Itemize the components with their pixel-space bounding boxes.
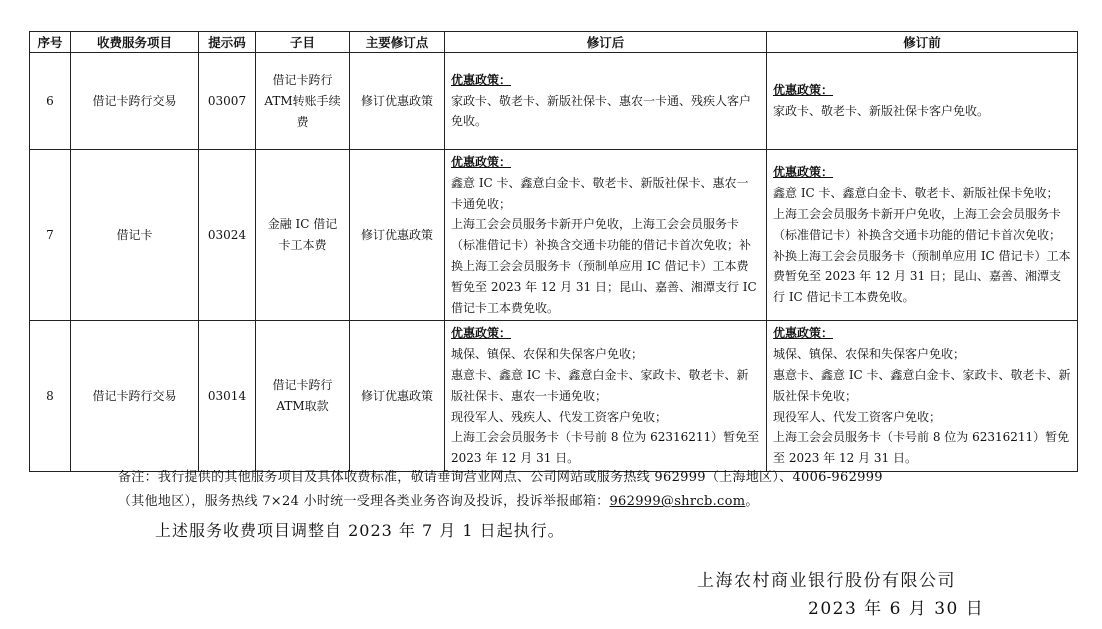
cell-item: 金融 IC 借记卡工本费 bbox=[256, 150, 350, 321]
cell-before bbox=[767, 53, 1078, 150]
issue-date: 2023 年 6 月 30 日 bbox=[808, 599, 985, 619]
policy-line: 上海工会会员服务卡（卡号前 8 位为 62316211）暂免至 2023 年 12 月 31 日。 bbox=[451, 430, 760, 466]
cell-item: 借记卡跨行ATM取款 bbox=[256, 321, 350, 472]
cell-after bbox=[445, 53, 767, 150]
header-before: 修订前 bbox=[767, 32, 1078, 53]
cell-service: 借记卡跨行交易 bbox=[71, 321, 199, 472]
cell-code: 03024 bbox=[199, 150, 256, 321]
policy-line: 现役军人、残疾人、代发工资客户免收； bbox=[451, 409, 668, 424]
cell-service: 借记卡跨行交易 bbox=[71, 53, 199, 150]
policy-line: 惠意卡、鑫意 IC 卡、鑫意白金卡、家政卡、敬老卡、新版社保卡免收； bbox=[773, 367, 1071, 403]
header-point: 主要修订点 bbox=[350, 32, 445, 53]
effective-date-statement: 上述服务收费项目调整自 2023 年 7 月 1 日起执行。 bbox=[155, 521, 565, 540]
policy-title: 优惠政策： bbox=[773, 326, 834, 341]
cell-after bbox=[445, 321, 767, 472]
cell-item: 借记卡跨行ATM转账手续费 bbox=[256, 53, 350, 150]
header-after: 修订后 bbox=[445, 32, 767, 53]
complaint-email-link[interactable]: 962999@shrcb.com bbox=[609, 494, 746, 509]
table-row bbox=[30, 150, 1078, 321]
cell-before bbox=[767, 150, 1078, 321]
policy-line: 上海工会会员服务卡新开户免收，上海工会会员服务卡（标准借记卡）补换含交通卡功能的借记卡首次免收； bbox=[773, 206, 1062, 242]
policy-line: 家政卡、敬老卡、新版社保卡、惠农一卡通、残疾人客户免收。 bbox=[451, 93, 752, 129]
table-row bbox=[30, 53, 1078, 150]
cell-no: 7 bbox=[30, 150, 71, 321]
header-service: 收费服务项目 bbox=[71, 32, 199, 53]
policy-line: 现役军人、代发工资客户免收； bbox=[773, 409, 942, 424]
policy-line: 补换上海工会会员服务卡（预制单应用 IC 借记卡）工本费暂免至 2023 年 12 月 31 日；昆山、嘉善、湘潭支行 IC 借记卡工本费免收。 bbox=[773, 248, 1071, 305]
remarks-text: （其他地区），服务热线 7×24 小时统一受理各类业务咨询及投诉，投诉举报邮箱： bbox=[118, 494, 610, 509]
cell-before bbox=[767, 321, 1078, 472]
policy-title: 优惠政策： bbox=[451, 72, 512, 87]
cell-no: 8 bbox=[30, 321, 71, 472]
remarks-end: 。 bbox=[745, 494, 759, 509]
cell-no: 6 bbox=[30, 53, 71, 150]
cell-service: 借记卡 bbox=[71, 150, 199, 321]
header-code: 提示码 bbox=[199, 32, 256, 53]
cell-code: 03014 bbox=[199, 321, 256, 472]
remarks-line-1: 备注：我行提供的其他服务项目及具体收费标准，敬请垂询营业网点、公司网站或服务热线 962999（上海地区）、4006-962999 bbox=[118, 470, 883, 485]
issuer-name: 上海农村商业银行股份有限公司 bbox=[697, 571, 956, 591]
policy-line: 惠意卡、鑫意 IC 卡、鑫意白金卡、家政卡、敬老卡、新版社保卡、惠农一卡通免收； bbox=[451, 367, 749, 403]
cell-point: 修订优惠政策 bbox=[350, 150, 445, 321]
table-header-row bbox=[30, 32, 1078, 53]
table-row bbox=[30, 321, 1078, 472]
policy-line: 鑫意 IC 卡、鑫意白金卡、敬老卡、新版社保卡免收； bbox=[773, 186, 1059, 201]
policy-line: 鑫意 IC 卡、鑫意白金卡、敬老卡、新版社保卡、惠农一卡通免收； bbox=[451, 175, 749, 211]
policy-line: 上海工会会员服务卡新开户免收，上海工会会员服务卡（标准借记卡）补换含交通卡功能的借记卡首次免收；补换上海工会会员服务卡（预制单应用 IC 借记卡）工本费暂免至 2023 年 12 月 31 日；昆山、嘉善、湘潭支行 IC 借记卡工本费免收。 bbox=[451, 217, 757, 315]
cell-point: 修订优惠政策 bbox=[350, 53, 445, 150]
remarks bbox=[118, 466, 1018, 514]
policy-line: 上海工会会员服务卡（卡号前 8 位为 62316211）暂免至 2023 年 12 月 31 日。 bbox=[773, 430, 1070, 466]
policy-title: 优惠政策： bbox=[773, 83, 834, 98]
policy-line: 城保、镇保、农保和失保客户免收； bbox=[773, 347, 966, 362]
policy-title: 优惠政策： bbox=[451, 326, 512, 341]
cell-after bbox=[445, 150, 767, 321]
cell-point: 修订优惠政策 bbox=[350, 321, 445, 472]
header-item: 子目 bbox=[256, 32, 350, 53]
policy-title: 优惠政策： bbox=[773, 165, 834, 180]
cell-code: 03007 bbox=[199, 53, 256, 150]
fee-revision-table bbox=[29, 31, 1078, 472]
remarks-line-2 bbox=[118, 490, 1018, 514]
header-no: 序号 bbox=[30, 32, 71, 53]
policy-line: 城保、镇保、农保和失保客户免收； bbox=[451, 347, 644, 362]
policy-line: 家政卡、敬老卡、新版社保卡客户免收。 bbox=[773, 104, 990, 118]
policy-title: 优惠政策： bbox=[451, 155, 512, 169]
